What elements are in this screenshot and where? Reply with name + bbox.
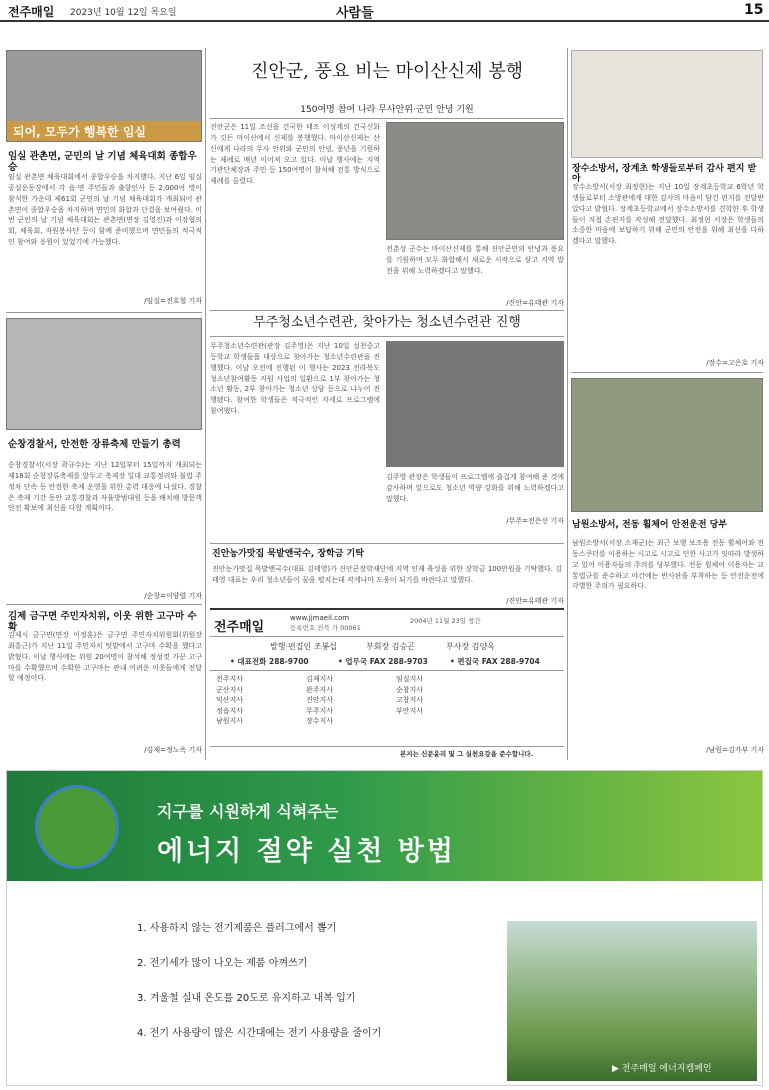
website: www.jjmaeil.com	[290, 614, 350, 622]
paper-name: 전주매일	[214, 620, 265, 635]
byline: /김제=정노옥 기자	[144, 746, 202, 754]
article-body: 임실 관촌면 체육대회에서 종합우승을 차지했다. 지난 6일 임실공설운동장에서 각 읍·면 주민들과 출향인사 등 2,000여 명이 참석한 가운데 제61회 군민의 날 기념 체육대회가 개최되어 관촌면이 종합우승을 차지하며 면민의 화합과 단결을 보여줬다. 이번 군민의 날 기념 체육대회는 관촌면(면장 김영진)과 이장협의회, 체육회, 자원봉사단 등이 함께 준비했으며 면민들의 적극적인 참여와 응원이 있었기에 가능했다.	[8, 173, 202, 247]
divider	[210, 118, 564, 119]
vice-chairman: 부회장 김승곤	[366, 642, 415, 651]
tips-list	[137, 911, 381, 1051]
bureau: 군산지사	[216, 685, 244, 694]
bureau: 부안지사	[396, 706, 424, 715]
bureau: 순창지사	[396, 685, 424, 694]
bureau-list	[216, 674, 276, 727]
bureau-list	[396, 674, 456, 716]
byline: /무주=전은선 기자	[506, 517, 564, 525]
campaign-label: ▶ 전주매일 에너지캠페인	[612, 1064, 712, 1074]
masthead: 전주매일	[8, 5, 55, 19]
article-body: 무주청소년수련관(관장 김주영)은 지난 10일 설천중고등학교 학생들을 대상으로 찾아가는 청소년수련관을 진행했다. 이날 오전에 진행된 이 행사는 2023 전라북도청소년참여활동 지원 사업의 일환으로 1부 찾아가는 청소년 활동, 2부 찾아가는 청소년 상담 등으로 나누어 진행됐다. 참여한 학생들은 적극적인 자세로 프로그램에 참여했다.	[210, 342, 380, 416]
page-number: 15	[744, 2, 764, 18]
article-body: 김제시 금구면(면장 이정훈)은 금구면 주민자치위원회(위원장 최흥근)가 지난 11일 주민자치 텃밭에서 고구마 수확을 했다고 밝혔다. 이날 행사에는 위원 20여명이 참석해 정성껏 가꾼 고구마를 수확했으며 수확한 고구마는 관내 어려운 이웃들에게 전달할 예정이다.	[8, 631, 202, 683]
bureau: 김제지사	[306, 675, 334, 683]
publisher: 발행·편집인 조봉섭	[270, 642, 337, 651]
article-body: 순창경찰서(서장 곽규수)는 지난 12일부터 15일까지 개최되는 제18회 순창장류축제를 앞두고 축제장 일대 교통정리와 불법 주정차 단속 등 안전한 축제 운영을 위한 총력 대응에 나섰다. 경찰은 축제 기간 동안 교통경찰과 자율방범대원 등을 배치해 방문객 안전 확보에 최선을 다할 계획이다.	[8, 461, 202, 513]
business-fax: • 업무국 FAX 288-9703	[338, 657, 428, 666]
bureau: 고창지사	[396, 696, 424, 704]
ad-subtitle: 지구를 시원하게 식혀주는	[157, 802, 339, 821]
page-header	[0, 0, 769, 22]
byline: /남원=김가부 기자	[706, 746, 764, 754]
headline: 남원소방서, 전동 휠체어 안전운전 당부	[572, 520, 728, 530]
ad-title: 에너지 절약 실천 방법	[157, 836, 456, 867]
byline: /순창=이양렬 기자	[144, 592, 202, 600]
section-title: 사람들	[336, 6, 374, 21]
divider	[210, 670, 564, 671]
banner-text: 되어, 모두가 행복한 임실	[7, 121, 201, 141]
headline: 임실 관촌면, 군민의 날 기념 체육대회 종합우승	[8, 151, 197, 173]
divider	[210, 543, 564, 544]
bureau: 전주지사	[216, 675, 244, 683]
bureau: 익산지사	[216, 696, 244, 704]
editorial-fax: • 편집국 FAX 288-9704	[450, 657, 540, 666]
bureau: 완주지사	[306, 685, 334, 694]
meadow-photo	[507, 921, 757, 1081]
divider	[6, 312, 202, 313]
divider	[210, 336, 564, 337]
divider	[210, 310, 564, 311]
tip-item: 3. 겨울철 실내 온도를 20도로 유지하고 내복 입기	[137, 993, 356, 1004]
letters-photo	[571, 50, 763, 158]
energy-campaign-ad	[6, 770, 763, 1086]
article-body: 진안군은 11일 조선을 건국한 태조 이성계의 건국신화가 깃든 마이산에서 신제를 봉행했다. 마이산신제는 산신에게 나라의 무사 안위와 군민의 안녕, 풍년을 기원하는 제례로 매년 이어져 오고 있다. 이날 행사에는 지역 기관단체장과 주민 등 150여명이 참석해 전통 방식으로 제례를 올렸다.	[210, 123, 380, 186]
byline: /임실=진호철 기자	[144, 297, 202, 305]
subheadline: 150여명 참여 나라 무사안위·군민 안녕 기원	[300, 105, 474, 115]
ethics-notice: 본지는 신문윤리 및 그 실천요강을 준수합니다.	[400, 750, 534, 758]
article-body-continued: 전춘성 군수는 마이산신제를 통해 진안군민의 안녕과 풍요를 기원하며 모두 화합해서 새로운 시작으로 삼고 지역 발전을 위해 노력하겠다고 말했다.	[386, 245, 564, 275]
rescue-photo	[571, 378, 763, 512]
issue-date: 2023년 10월 12일 목요일	[70, 8, 177, 18]
byline: /진안=유태관 기자	[506, 299, 564, 307]
ceremony-photo	[386, 122, 564, 240]
column-rule	[205, 48, 206, 760]
headline: 진안군, 풍요 비는 마이산신제 봉행	[250, 61, 524, 82]
byline: /진안=유태관 기자	[506, 597, 564, 605]
divider	[571, 372, 763, 373]
headline: 무주청소년수련관, 찾아가는 청소년수련관 진행	[253, 315, 521, 330]
earth-hands-icon	[35, 785, 119, 869]
headline: 장수소방서, 장계초 학생들로부터 감사 편지 받아	[572, 164, 757, 185]
masthead-box	[210, 608, 564, 758]
auditorium-photo	[386, 341, 564, 467]
bureau-list	[306, 674, 366, 727]
divider	[210, 636, 564, 637]
headline: 진안농가맛집 묵밭앤국수, 장학금 기탁	[212, 549, 364, 559]
ad-banner	[7, 771, 762, 881]
police-photo	[6, 318, 202, 430]
bureau: 무주지사	[306, 706, 334, 715]
headline: 김제 금구면 주민자치위, 이웃 위한 고구마 수확	[8, 611, 197, 633]
registration: 등록번호 전북 가 00061	[290, 624, 361, 632]
divider	[6, 604, 202, 605]
bureau: 임실지사	[396, 675, 424, 683]
article-body: 진안농가맛집 묵밭앤국수(대표 김태영)가 진안군장학재단에 지역 인재 육성을 위한 장학금 100만원을 기탁했다. 김태영 대표는 우리 청소년들이 꿈을 펼치는데 작게나마 도움이 되기를 바란다고 말했다.	[212, 565, 562, 584]
headline: 순창경찰서, 안전한 장류축제 만들기 총력	[8, 439, 181, 450]
tip-item: 4. 전기 사용량이 많은 시간대에는 전기 사용량을 줄이기	[137, 1028, 382, 1039]
founded: 2004년 11월 23일 창간	[410, 617, 481, 625]
sports-event-photo	[6, 50, 202, 142]
article-body-continued: 김주영 관장은 학생들이 프로그램에 즐겁게 참여해 준 것에 감사하며 앞으로도 청소년 역량 강화를 위해 노력하겠다고 말했다.	[386, 473, 564, 503]
column-rule	[567, 48, 568, 760]
main-phone: • 대표전화 288-9700	[230, 657, 309, 666]
bureau: 장수지사	[306, 717, 334, 725]
tip-item: 1. 사용하지 않는 전기제품은 플러그에서 뽑기	[137, 923, 337, 934]
bureau: 정읍지사	[216, 706, 244, 715]
byline: /장수=고은호 기자	[706, 359, 764, 367]
divider	[210, 746, 564, 747]
article-body: 장수소방서(서장 최정현)는 지난 10일 장계초등학교 6학년 학생들로부터 소방관에게 대한 감사의 마음이 담긴 편지를 전달받았다고 밝혔다. 장계초등학교에서 장수소방서를 견학한 후 학생들이 직접 손편지를 작성해 전달했다. 최정현 서장은 학생들의 소중한 마음에 보답하기 위해 군민의 안전을 위해 최선을 다하겠다고 말했다.	[572, 183, 764, 246]
bureau: 진안지사	[306, 696, 334, 704]
bureau: 남원지사	[216, 717, 244, 725]
article-body: 남원소방서(서장 소재군)는 최근 보행 보조용 전동 휠체어와 전동스쿠터를 이용하는 시고로 시고로 인한 사고가 잇따라 발생하고 있어 이용자들의 주의를 당부했다. 전동 휠체어 이용자는 교통법규를 준수하고 야간에는 반사판을 부착하는 등 안전운전에 각별한 주의가 필요하다.	[572, 539, 764, 591]
vice-president: 부사장 김양옥	[446, 642, 495, 651]
tip-item: 2. 전기세가 많이 나오는 제품 아껴쓰기	[137, 958, 308, 969]
